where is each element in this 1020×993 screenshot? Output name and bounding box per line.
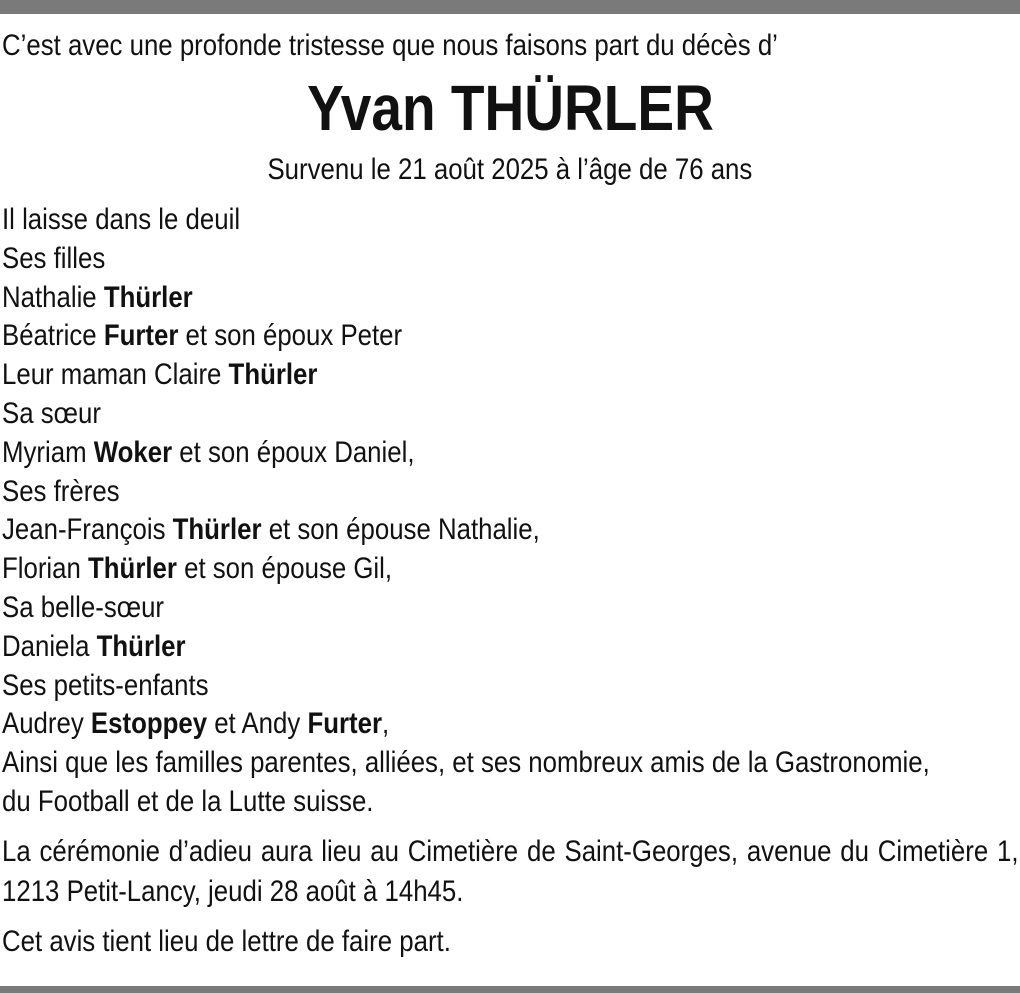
mourners-line	[2, 434, 876, 473]
first-name: Leur maman Claire	[2, 358, 229, 392]
mourners-line	[2, 783, 876, 822]
families-text: du Football et de la Lutte suisse.	[2, 784, 374, 818]
family-name: Thürler	[88, 552, 177, 586]
bottom-divider	[0, 986, 1020, 993]
obituary-notice	[2, 26, 1018, 962]
families-text: Ainsi que les familles parentes, alliées, et ses nombreux amis de la Gastronomie,	[2, 746, 930, 780]
mourners-line	[2, 550, 876, 589]
family-name: Furter	[307, 707, 382, 741]
family-name: Thürler	[172, 513, 262, 547]
mourners-line	[2, 201, 876, 240]
family-name: Furter	[103, 319, 179, 353]
mourners-line	[2, 705, 876, 744]
mourners-line	[2, 628, 876, 667]
mourners-line	[2, 395, 876, 434]
relation-heading: Sa belle-sœur	[2, 590, 165, 624]
mourners-line	[2, 667, 876, 706]
mourners-line	[2, 279, 876, 318]
mourners-line	[2, 356, 876, 395]
mourners-line	[2, 240, 876, 279]
family-name: Estoppey	[90, 707, 208, 741]
closing-note: Cet avis tient lieu de lettre de faire part.	[2, 924, 451, 958]
relation-heading: Sa sœur	[2, 396, 101, 430]
spouse-text: et son époux Daniel,	[172, 435, 415, 469]
deceased-name: Yvan THÜRLER	[306, 72, 714, 144]
intro-text: C’est avec une profonde tristesse que nous faisons part du décès d’	[2, 29, 778, 62]
date-of-death-row	[2, 150, 1018, 190]
relation-heading: Ses petits-enfants	[2, 668, 209, 702]
mourners-line	[2, 511, 876, 550]
family-name: Thürler	[103, 280, 193, 314]
mourners-line	[2, 589, 876, 628]
family-name: Woker	[93, 435, 173, 469]
punctuation: ,	[381, 707, 390, 741]
first-name: Myriam	[2, 435, 94, 469]
top-divider	[0, 0, 1020, 14]
first-name: Audrey	[2, 707, 91, 741]
spouse-text: et son épouse Nathalie,	[261, 513, 540, 547]
relation-heading: Ses filles	[2, 241, 106, 275]
mourners-text: Il laisse dans le deuil	[2, 203, 241, 236]
first-name: Florian	[2, 552, 89, 586]
mourners-line	[2, 473, 876, 512]
family-name: Thürler	[228, 358, 318, 392]
ceremony-details: La cérémonie d’adieu aura lieu au Cimetière de Saint-Georges, avenue du Cimetière 1, 1213 Petit-Lancy, jeudi 28 août à 14h45.	[2, 834, 1019, 908]
first-name: Béatrice	[2, 319, 104, 353]
date-of-death: Survenu le 21 août 2025 à l’âge de 76 ans	[267, 153, 753, 186]
mourners-list	[2, 201, 1018, 822]
family-name: Thürler	[96, 629, 186, 663]
spouse-text: et son époux Peter	[178, 319, 403, 353]
first-name: Nathalie	[2, 280, 104, 314]
spouse-text: et son épouse Gil,	[176, 552, 393, 586]
connector-text: et Andy	[207, 707, 308, 741]
first-name: Jean-François	[2, 513, 173, 547]
mourners-line	[2, 744, 930, 783]
relation-heading: Ses frères	[2, 474, 120, 508]
first-name: Daniela	[2, 629, 97, 663]
mourners-line	[2, 317, 876, 356]
deceased-name-row	[2, 72, 1018, 144]
